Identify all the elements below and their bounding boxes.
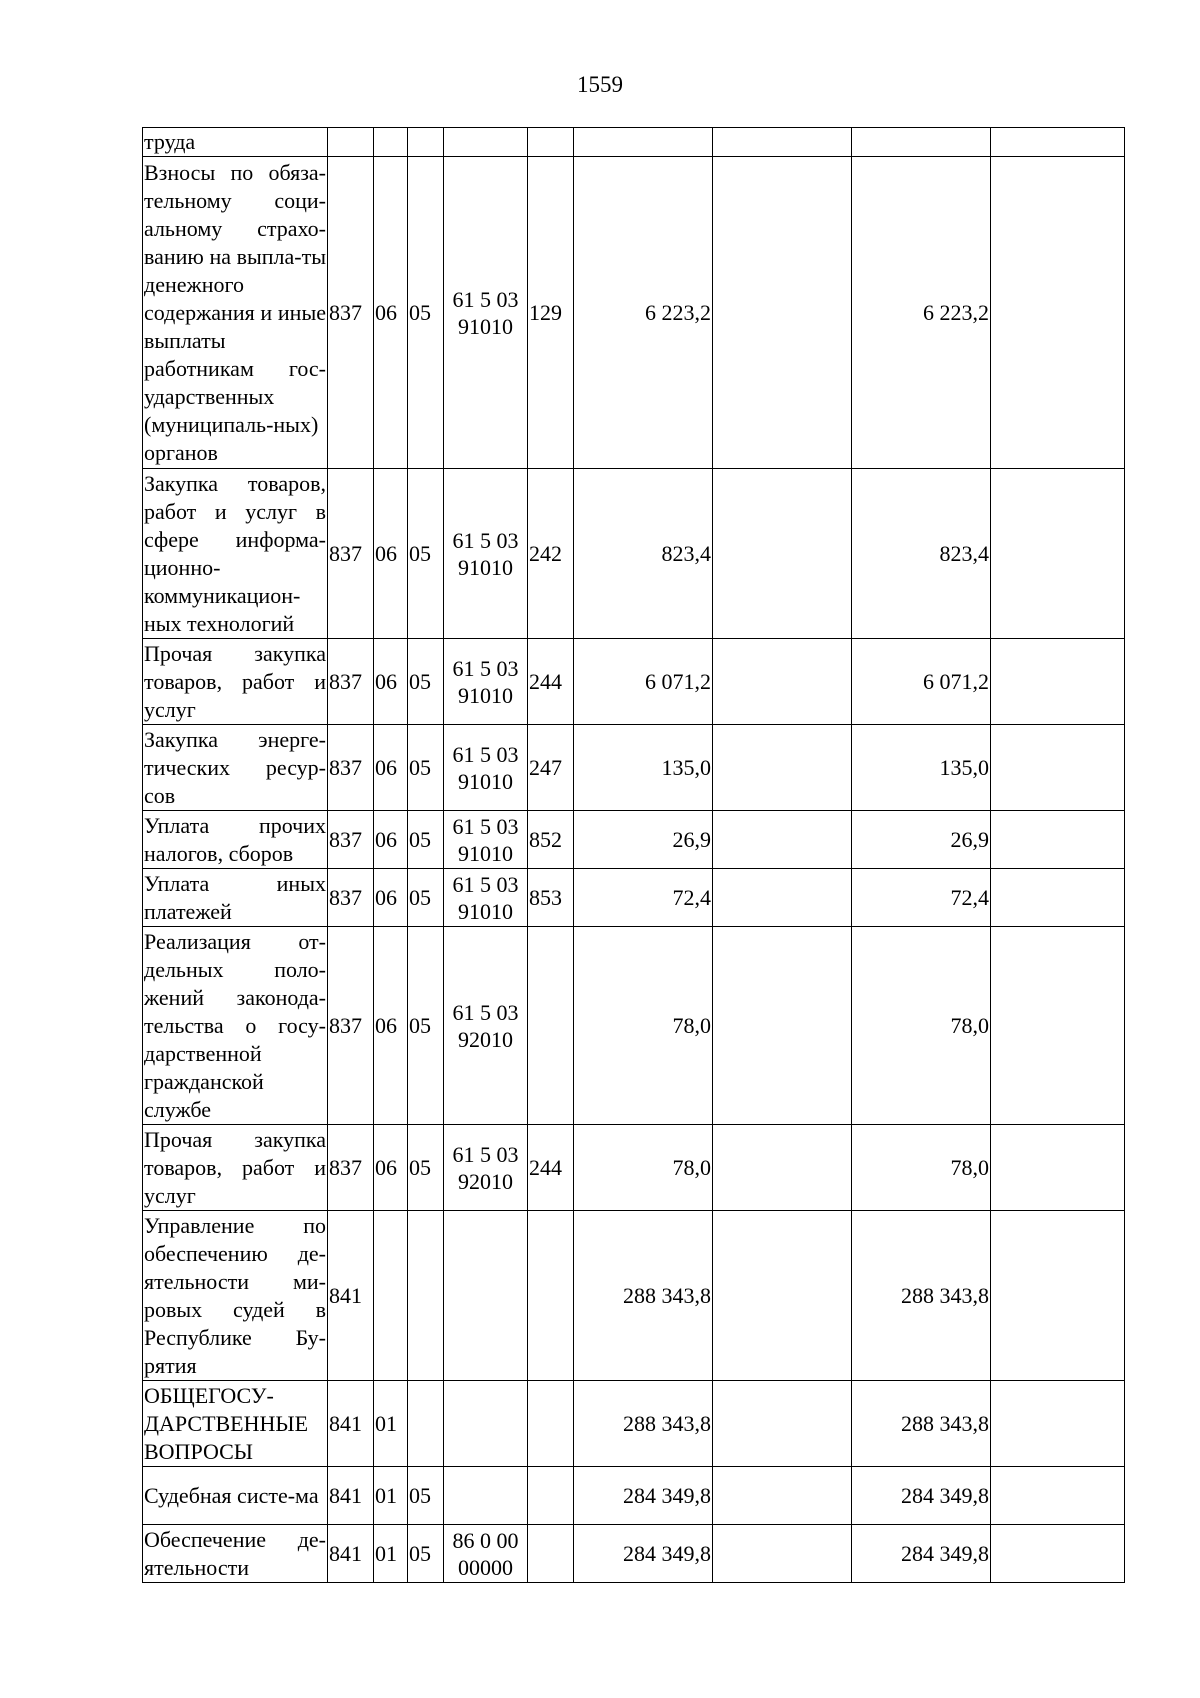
empty-cell: [713, 811, 852, 869]
subsection-code-cell: 05: [408, 469, 444, 639]
extra-cell: [991, 1525, 1125, 1583]
extra-cell: [991, 1467, 1125, 1525]
target-article-line1: 61 5 03: [452, 286, 519, 312]
expense-type-cell: [528, 1381, 574, 1467]
subsection-code-cell: 05: [408, 1125, 444, 1211]
amount-total-cell: 78,0: [852, 1125, 991, 1211]
table-row: [143, 1125, 1125, 1211]
table-row: [143, 869, 1125, 927]
target-article-cell: [444, 1525, 528, 1583]
subsection-code-cell: 05: [408, 639, 444, 725]
target-article-line1: 61 5 03: [452, 871, 519, 897]
row-name-cell: Взносы по обяза-тельному соци-альному страхо-ванию на выпла-ты денежного содержания и иные выплаты работникам гос-ударственных (муниципаль-ных) органов: [143, 157, 328, 469]
amount-total-cell: 6 223,2: [852, 157, 991, 469]
ministry-code-cell: 841: [328, 1525, 374, 1583]
row-name-cell: Закупка энерге-тических ресур-сов: [143, 725, 328, 811]
subsection-code-cell: 05: [408, 725, 444, 811]
amount-cell: 288 343,8: [574, 1381, 713, 1467]
empty-cell: [713, 1125, 852, 1211]
amount-cell: 288 343,8: [574, 1211, 713, 1381]
section-code-cell: 06: [374, 811, 408, 869]
expense-type-cell: 853: [528, 869, 574, 927]
expense-type-cell: 242: [528, 469, 574, 639]
ministry-code-cell: [328, 128, 374, 157]
amount-total-cell: 135,0: [852, 725, 991, 811]
target-article-line2: 00000: [458, 1554, 513, 1580]
extra-cell: [991, 725, 1125, 811]
target-article-line1: 61 5 03: [452, 1141, 519, 1167]
extra-cell: [991, 128, 1125, 157]
target-article-line1: 61 5 03: [452, 527, 519, 553]
section-code-cell: 06: [374, 869, 408, 927]
row-name-cell: Обеспечение де-ятельности: [143, 1525, 328, 1583]
section-code-cell: [374, 128, 408, 157]
ministry-code-cell: 837: [328, 811, 374, 869]
row-name-cell: Прочая закупка товаров, работ и услуг: [143, 1125, 328, 1211]
target-article-line1: 61 5 03: [452, 741, 519, 767]
table-row: [143, 1381, 1125, 1467]
expense-type-cell: 244: [528, 639, 574, 725]
table-row: [143, 157, 1125, 469]
target-article-line2: 91010: [458, 313, 513, 339]
section-code-cell: 06: [374, 639, 408, 725]
section-code-cell: 06: [374, 469, 408, 639]
table-row: [143, 128, 1125, 157]
amount-cell: 6 223,2: [574, 157, 713, 469]
amount-total-cell: 26,9: [852, 811, 991, 869]
extra-cell: [991, 869, 1125, 927]
subsection-code-cell: 05: [408, 811, 444, 869]
row-name-cell: Уплата прочих налогов, сборов: [143, 811, 328, 869]
subsection-code-cell: 05: [408, 157, 444, 469]
amount-cell: 284 349,8: [574, 1467, 713, 1525]
subsection-code-cell: 05: [408, 927, 444, 1125]
row-name-cell: Судебная систе-ма: [143, 1467, 328, 1525]
row-name-cell: Управление по обеспечению де-ятельности ми-ровых судей в Республике Бу-рятия: [143, 1211, 328, 1381]
target-article-line2: 91010: [458, 768, 513, 794]
target-article-cell: [444, 128, 528, 157]
ministry-code-cell: 837: [328, 639, 374, 725]
row-name-cell: Реализация от-дельных поло-жений законода-тельства о госу-дарственной гражданской службе: [143, 927, 328, 1125]
table-row: [143, 725, 1125, 811]
row-name-cell: труда: [143, 128, 328, 157]
table-row: [143, 639, 1125, 725]
expense-type-cell: 247: [528, 725, 574, 811]
subsection-code-cell: [408, 1381, 444, 1467]
section-code-cell: [374, 1211, 408, 1381]
target-article-line1: 61 5 03: [452, 655, 519, 681]
ministry-code-cell: 837: [328, 869, 374, 927]
target-article-cell: [444, 157, 528, 469]
table-row: [143, 469, 1125, 639]
amount-cell: [574, 128, 713, 157]
expense-type-cell: [528, 128, 574, 157]
empty-cell: [713, 469, 852, 639]
target-article-cell: [444, 1125, 528, 1211]
target-article-cell: [444, 869, 528, 927]
amount-cell: 6 071,2: [574, 639, 713, 725]
amount-cell: 26,9: [574, 811, 713, 869]
target-article-cell: [444, 639, 528, 725]
target-article-line1: 61 5 03: [452, 813, 519, 839]
budget-table: [142, 127, 1125, 1583]
table-row: [143, 1525, 1125, 1583]
amount-cell: 284 349,8: [574, 1525, 713, 1583]
subsection-code-cell: 05: [408, 869, 444, 927]
ministry-code-cell: 837: [328, 1125, 374, 1211]
target-article-line1: 61 5 03: [452, 999, 519, 1025]
target-article-cell: [444, 1211, 528, 1381]
target-article-line2: 91010: [458, 898, 513, 924]
ministry-code-cell: 841: [328, 1467, 374, 1525]
amount-total-cell: [852, 128, 991, 157]
ministry-code-cell: 837: [328, 469, 374, 639]
amount-total-cell: 288 343,8: [852, 1211, 991, 1381]
empty-cell: [713, 869, 852, 927]
page-number: 1559: [577, 72, 623, 97]
empty-cell: [713, 1467, 852, 1525]
row-name-cell: Уплата иных платежей: [143, 869, 328, 927]
extra-cell: [991, 157, 1125, 469]
target-article-cell: [444, 811, 528, 869]
amount-total-cell: 72,4: [852, 869, 991, 927]
amount-total-cell: 6 071,2: [852, 639, 991, 725]
table-row: [143, 927, 1125, 1125]
extra-cell: [991, 639, 1125, 725]
extra-cell: [991, 927, 1125, 1125]
amount-total-cell: 284 349,8: [852, 1525, 991, 1583]
target-article-line2: 91010: [458, 554, 513, 580]
ministry-code-cell: 837: [328, 157, 374, 469]
target-article-cell: [444, 927, 528, 1125]
expense-type-cell: [528, 1525, 574, 1583]
empty-cell: [713, 639, 852, 725]
amount-total-cell: 288 343,8: [852, 1381, 991, 1467]
table-row: [143, 1467, 1125, 1525]
extra-cell: [991, 469, 1125, 639]
amount-cell: 72,4: [574, 869, 713, 927]
ministry-code-cell: 841: [328, 1211, 374, 1381]
empty-cell: [713, 1525, 852, 1583]
section-code-cell: 06: [374, 927, 408, 1125]
ministry-code-cell: 841: [328, 1381, 374, 1467]
empty-cell: [713, 1211, 852, 1381]
table-row: [143, 1211, 1125, 1381]
extra-cell: [991, 1381, 1125, 1467]
amount-total-cell: 78,0: [852, 927, 991, 1125]
empty-cell: [713, 1381, 852, 1467]
section-code-cell: 06: [374, 1125, 408, 1211]
table-row: [143, 811, 1125, 869]
target-article-line1: 86 0 00: [452, 1527, 519, 1553]
amount-cell: 135,0: [574, 725, 713, 811]
amount-cell: 78,0: [574, 927, 713, 1125]
row-name-cell: ОБЩЕГОСУ-ДАРСТВЕННЫЕ ВОПРОСЫ: [143, 1381, 328, 1467]
section-code-cell: 06: [374, 725, 408, 811]
amount-cell: 823,4: [574, 469, 713, 639]
subsection-code-cell: 05: [408, 1525, 444, 1583]
empty-cell: [713, 725, 852, 811]
expense-type-cell: 129: [528, 157, 574, 469]
extra-cell: [991, 1211, 1125, 1381]
expense-type-cell: [528, 1211, 574, 1381]
expense-type-cell: [528, 927, 574, 1125]
target-article-cell: [444, 1467, 528, 1525]
amount-total-cell: 284 349,8: [852, 1467, 991, 1525]
expense-type-cell: [528, 1467, 574, 1525]
ministry-code-cell: 837: [328, 725, 374, 811]
amount-cell: 78,0: [574, 1125, 713, 1211]
section-code-cell: 01: [374, 1467, 408, 1525]
empty-cell: [713, 128, 852, 157]
target-article-cell: [444, 725, 528, 811]
target-article-line2: 92010: [458, 1026, 513, 1052]
section-code-cell: 01: [374, 1525, 408, 1583]
row-name-cell: Прочая закупка товаров, работ и услуг: [143, 639, 328, 725]
subsection-code-cell: 05: [408, 1467, 444, 1525]
expense-type-cell: 852: [528, 811, 574, 869]
empty-cell: [713, 927, 852, 1125]
expense-type-cell: 244: [528, 1125, 574, 1211]
target-article-line2: 91010: [458, 682, 513, 708]
section-code-cell: 01: [374, 1381, 408, 1467]
row-name-cell: Закупка товаров, работ и услуг в сфере информа-ционно-коммуникацион-ных технологий: [143, 469, 328, 639]
empty-cell: [713, 157, 852, 469]
extra-cell: [991, 811, 1125, 869]
target-article-line2: 91010: [458, 840, 513, 866]
subsection-code-cell: [408, 128, 444, 157]
section-code-cell: 06: [374, 157, 408, 469]
amount-total-cell: 823,4: [852, 469, 991, 639]
extra-cell: [991, 1125, 1125, 1211]
ministry-code-cell: 837: [328, 927, 374, 1125]
target-article-cell: [444, 1381, 528, 1467]
target-article-line2: 92010: [458, 1168, 513, 1194]
subsection-code-cell: [408, 1211, 444, 1381]
target-article-cell: [444, 469, 528, 639]
